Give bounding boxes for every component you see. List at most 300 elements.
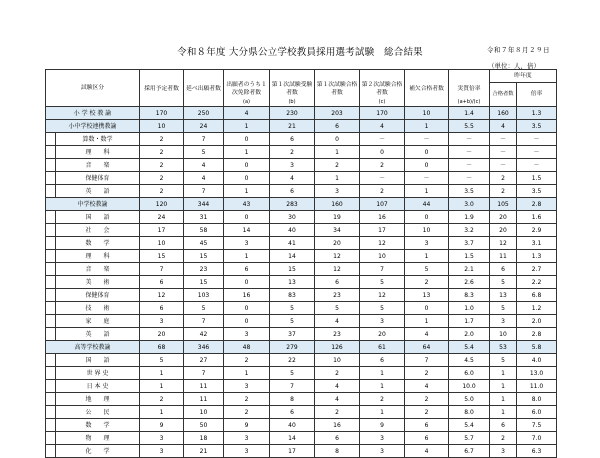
subject-row	[46, 172, 557, 185]
cell-first-pass: 4	[315, 393, 360, 406]
subject-row	[46, 250, 557, 263]
cell-planned: 7	[140, 263, 184, 276]
indent-cell	[46, 172, 56, 185]
cell-ratio: 6.0	[449, 367, 490, 380]
header-planned-label: 採用予定者数	[144, 86, 179, 92]
cell-ratio: －	[449, 159, 490, 172]
subject-name: 数 学	[56, 237, 140, 250]
cell-first-pass: 2	[315, 159, 360, 172]
cell-prev-pass: －	[490, 159, 517, 172]
subject-name: 理 科	[56, 146, 140, 159]
cell-first-takers: 30	[270, 211, 315, 224]
indent-cell	[46, 146, 56, 159]
indent-cell	[46, 393, 56, 406]
subject-name: 公 民	[56, 406, 140, 419]
cell-reserve: 4	[405, 380, 449, 393]
indent-cell	[46, 211, 56, 224]
cell-exempt: 48	[224, 341, 270, 354]
cell-second-pass: 0	[360, 146, 405, 159]
cell-first-pass: 12	[315, 263, 360, 276]
cell-prev-ratio: 2.8	[517, 198, 557, 211]
cell-prev-ratio: 1.3	[517, 107, 557, 120]
cell-reserve: －	[405, 133, 449, 146]
cell-applicants: 24	[184, 120, 224, 133]
cell-ratio: －	[449, 146, 490, 159]
cell-reserve: 2	[405, 393, 449, 406]
cell-applicants: 5	[184, 146, 224, 159]
cell-exempt: 3	[224, 432, 270, 445]
cell-applicants: 21	[184, 445, 224, 458]
cell-prev-pass: 6	[490, 419, 517, 432]
cell-applicants: 58	[184, 224, 224, 237]
cell-first-takers: 40	[270, 419, 315, 432]
subject-row	[46, 276, 557, 289]
subject-row	[46, 380, 557, 393]
cell-ratio: 1.0	[449, 302, 490, 315]
indent-cell	[46, 237, 56, 250]
cell-first-pass: 23	[315, 289, 360, 302]
cell-applicants: 10	[184, 406, 224, 419]
subject-name: 音 楽	[56, 263, 140, 276]
cell-prev-pass: 6	[490, 263, 517, 276]
subject-row	[46, 315, 557, 328]
cell-first-takers: 2	[270, 146, 315, 159]
cell-second-pass: 20	[360, 328, 405, 341]
cell-first-pass: 0	[315, 133, 360, 146]
category-name: 中学校教諭	[46, 198, 140, 211]
cell-prev-ratio: 6.0	[517, 406, 557, 419]
cell-applicants: 18	[184, 432, 224, 445]
header-applicants	[184, 70, 224, 107]
cell-ratio: 3.2	[449, 224, 490, 237]
cell-applicants: 23	[184, 263, 224, 276]
subject-name: 地 理	[56, 393, 140, 406]
subject-name: 家 庭	[56, 315, 140, 328]
cell-prev-ratio: 1.5	[517, 172, 557, 185]
cell-prev-pass: －	[490, 146, 517, 159]
cell-applicants: 11	[184, 393, 224, 406]
cell-second-pass: 17	[360, 224, 405, 237]
cell-first-takers: 14	[270, 250, 315, 263]
cell-exempt: 1	[224, 120, 270, 133]
cell-prev-ratio: 2.0	[517, 315, 557, 328]
cell-applicants: 42	[184, 328, 224, 341]
cell-planned: 3	[140, 315, 184, 328]
cell-exempt: 1	[224, 250, 270, 263]
cell-first-takers: 279	[270, 341, 315, 354]
cell-reserve: 0	[405, 159, 449, 172]
cell-prev-ratio: 1.3	[517, 250, 557, 263]
cell-first-pass: 10	[315, 354, 360, 367]
cell-applicants: 7	[184, 185, 224, 198]
cell-reserve: 2	[405, 367, 449, 380]
cell-prev-ratio: 8.0	[517, 393, 557, 406]
cell-exempt: 9	[224, 419, 270, 432]
cell-ratio: 3.5	[449, 185, 490, 198]
cell-planned: 24	[140, 211, 184, 224]
cell-planned: 2	[140, 393, 184, 406]
cell-reserve: 64	[405, 341, 449, 354]
subject-row	[46, 289, 557, 302]
cell-second-pass: 7	[360, 263, 405, 276]
cell-second-pass: 2	[360, 159, 405, 172]
cell-reserve: 4	[405, 445, 449, 458]
subject-row	[46, 419, 557, 432]
cell-first-pass: 160	[315, 198, 360, 211]
indent-cell	[46, 380, 56, 393]
cell-planned: 1	[140, 367, 184, 380]
cell-first-takers: 283	[270, 198, 315, 211]
subject-name: 理 科	[56, 250, 140, 263]
header-applicants-label: 延べ出願者数	[186, 86, 221, 92]
cell-reserve: 6	[405, 432, 449, 445]
cell-second-pass: 107	[360, 198, 405, 211]
cell-applicants: 7	[184, 367, 224, 380]
cell-planned: 17	[140, 224, 184, 237]
cell-reserve: 13	[405, 289, 449, 302]
cell-second-pass: 2	[360, 185, 405, 198]
category-row	[46, 341, 557, 354]
cell-planned: 3	[140, 432, 184, 445]
cell-first-takers: 13	[270, 276, 315, 289]
subject-name: 英 語	[56, 328, 140, 341]
cell-reserve: 10	[405, 224, 449, 237]
subject-name: 音 楽	[56, 159, 140, 172]
cell-exempt: 1	[224, 367, 270, 380]
cell-prev-pass: 20	[490, 224, 517, 237]
results-body	[46, 107, 557, 458]
cell-first-takers: 22	[270, 354, 315, 367]
cell-prev-ratio: 6.8	[517, 289, 557, 302]
cell-first-pass: 34	[315, 224, 360, 237]
cell-reserve: 10	[405, 107, 449, 120]
category-row	[46, 107, 557, 120]
cell-first-pass: 4	[315, 380, 360, 393]
cell-planned: 12	[140, 289, 184, 302]
cell-ratio: 5.4	[449, 341, 490, 354]
cell-prev-pass: －	[490, 133, 517, 146]
cell-reserve: 1	[405, 250, 449, 263]
cell-exempt: 3	[224, 380, 270, 393]
cell-prev-pass: 2	[490, 185, 517, 198]
cell-exempt: 3	[224, 237, 270, 250]
cell-ratio: 5.4	[449, 419, 490, 432]
cell-second-pass: 16	[360, 211, 405, 224]
subject-row	[46, 237, 557, 250]
cell-reserve: 0	[405, 146, 449, 159]
cell-first-pass: 3	[315, 185, 360, 198]
subject-row	[46, 328, 557, 341]
subject-row	[46, 393, 557, 406]
subject-name: 算数・数学	[56, 133, 140, 146]
cell-exempt: 14	[224, 224, 270, 237]
cell-first-pass: 203	[315, 107, 360, 120]
cell-prev-pass: 1	[490, 406, 517, 419]
indent-cell	[46, 289, 56, 302]
category-row	[46, 120, 557, 133]
cell-planned: 2	[140, 159, 184, 172]
cell-second-pass: 6	[360, 354, 405, 367]
cell-first-takers: 6	[270, 185, 315, 198]
cell-first-takers: 230	[270, 107, 315, 120]
cell-exempt: 1	[224, 185, 270, 198]
header-exempt-sub: (a)	[243, 99, 250, 105]
cell-ratio: 6.7	[449, 445, 490, 458]
cell-applicants: 7	[184, 133, 224, 146]
subject-row	[46, 185, 557, 198]
cell-ratio: 5.5	[449, 120, 490, 133]
cell-prev-ratio: 7.5	[517, 419, 557, 432]
cell-second-pass: 1	[360, 380, 405, 393]
header-second-pass	[360, 70, 405, 107]
cell-prev-ratio: 4.0	[517, 354, 557, 367]
cell-second-pass: 2	[360, 393, 405, 406]
cell-planned: 6	[140, 302, 184, 315]
cell-prev-pass: 11	[490, 250, 517, 263]
cell-first-pass: 8	[315, 445, 360, 458]
cell-reserve: －	[405, 172, 449, 185]
cell-second-pass: 4	[360, 120, 405, 133]
cell-applicants: 15	[184, 276, 224, 289]
cell-planned: 2	[140, 172, 184, 185]
indent-cell	[46, 263, 56, 276]
cell-prev-pass: 1	[490, 367, 517, 380]
indent-cell	[46, 302, 56, 315]
cell-second-pass: 170	[360, 107, 405, 120]
cell-second-pass: 1	[360, 406, 405, 419]
cell-second-pass: 3	[360, 315, 405, 328]
cell-prev-pass: 13	[490, 289, 517, 302]
subject-name: 国 語	[56, 354, 140, 367]
indent-cell	[46, 250, 56, 263]
subject-name: 国 語	[56, 211, 140, 224]
subject-name: 技 術	[56, 302, 140, 315]
cell-first-pass: 6	[315, 432, 360, 445]
indent-cell	[46, 328, 56, 341]
cell-ratio: 4.5	[449, 354, 490, 367]
cell-applicants: 344	[184, 198, 224, 211]
header-first-pass-label: 第１次試験合格者数	[316, 82, 358, 96]
header-reserve	[405, 70, 449, 107]
subject-row	[46, 263, 557, 276]
cell-prev-pass: 10	[490, 328, 517, 341]
cell-prev-pass: 4	[490, 120, 517, 133]
cell-exempt: 4	[224, 107, 270, 120]
cell-first-takers: 17	[270, 445, 315, 458]
header-category: 試験区分	[46, 70, 140, 107]
cell-prev-pass: 3	[490, 445, 517, 458]
cell-reserve: 1	[405, 315, 449, 328]
cell-prev-ratio: 5.8	[517, 341, 557, 354]
cell-first-pass: 6	[315, 120, 360, 133]
subject-name: 保健体育	[56, 172, 140, 185]
cell-exempt: 6	[224, 263, 270, 276]
cell-reserve: 1	[405, 120, 449, 133]
cell-exempt: 16	[224, 289, 270, 302]
cell-second-pass: 3	[360, 432, 405, 445]
subject-row	[46, 159, 557, 172]
cell-applicants: 4	[184, 159, 224, 172]
indent-cell	[46, 224, 56, 237]
cell-exempt: 0	[224, 159, 270, 172]
cell-first-pass: 126	[315, 341, 360, 354]
cell-second-pass: 1	[360, 367, 405, 380]
cell-exempt: 2	[224, 406, 270, 419]
cell-planned: 6	[140, 276, 184, 289]
cell-planned: 2	[140, 146, 184, 159]
header-second-pass-label: 第２次試験合格者数	[361, 82, 403, 96]
subject-row	[46, 211, 557, 224]
cell-planned: 20	[140, 328, 184, 341]
subject-row	[46, 354, 557, 367]
subject-name: 数 学	[56, 419, 140, 432]
subject-row	[46, 133, 557, 146]
cell-first-takers: 6	[270, 406, 315, 419]
cell-first-pass: 12	[315, 250, 360, 263]
category-name: 小中学校連携教諭	[46, 120, 140, 133]
unit-note: （単位：人，倍）	[488, 62, 540, 70]
header-ratio-sub: (a+b)/(c)	[457, 99, 481, 105]
cell-prev-ratio: 1.2	[517, 302, 557, 315]
cell-ratio: －	[449, 133, 490, 146]
cell-prev-pass: 2	[490, 172, 517, 185]
cell-first-takers: 3	[270, 159, 315, 172]
subject-row	[46, 445, 557, 458]
cell-prev-ratio: 3.5	[517, 185, 557, 198]
cell-exempt: 0	[224, 302, 270, 315]
cell-first-takers: 14	[270, 432, 315, 445]
cell-first-pass: 2	[315, 406, 360, 419]
indent-cell	[46, 432, 56, 445]
cell-reserve: 4	[405, 328, 449, 341]
cell-reserve: 2	[405, 276, 449, 289]
cell-first-takers: 4	[270, 172, 315, 185]
cell-applicants: 346	[184, 341, 224, 354]
cell-exempt: 1	[224, 146, 270, 159]
cell-first-pass: 4	[315, 315, 360, 328]
cell-applicants: 11	[184, 380, 224, 393]
cell-reserve: 3	[405, 237, 449, 250]
header-prev-year: 昨年度	[490, 70, 557, 83]
header-exempt	[224, 70, 270, 107]
cell-second-pass: 61	[360, 341, 405, 354]
cell-applicants: 103	[184, 289, 224, 302]
cell-planned: 120	[140, 198, 184, 211]
cell-second-pass: －	[360, 133, 405, 146]
cell-exempt: 0	[224, 133, 270, 146]
cell-ratio: 3.7	[449, 237, 490, 250]
indent-cell	[46, 276, 56, 289]
header-prev-ratio: 倍率	[517, 83, 557, 107]
cell-prev-ratio: 1.6	[517, 211, 557, 224]
cell-exempt: 0	[224, 211, 270, 224]
cell-reserve: 44	[405, 198, 449, 211]
cell-prev-pass: 53	[490, 341, 517, 354]
cell-planned: 68	[140, 341, 184, 354]
cell-planned: 5	[140, 354, 184, 367]
cell-applicants: 250	[184, 107, 224, 120]
report-date: 令和７年８月２９日	[487, 46, 550, 54]
header-second-pass-sub: (c)	[378, 99, 386, 105]
subject-row	[46, 406, 557, 419]
cell-reserve: 1	[405, 185, 449, 198]
cell-prev-ratio: 2.8	[517, 328, 557, 341]
cell-first-takers: 8	[270, 393, 315, 406]
header-first-takers-sub: (b)	[288, 99, 296, 105]
cell-ratio: 1.9	[449, 211, 490, 224]
subject-name: 美 術	[56, 276, 140, 289]
cell-ratio: 2.6	[449, 276, 490, 289]
category-row	[46, 198, 557, 211]
cell-ratio: 5.7	[449, 432, 490, 445]
cell-applicants: 31	[184, 211, 224, 224]
cell-planned: 1	[140, 380, 184, 393]
cell-prev-ratio: －	[517, 133, 557, 146]
cell-first-pass: 1	[315, 172, 360, 185]
cell-prev-pass: 3	[490, 315, 517, 328]
cell-second-pass: 5	[360, 276, 405, 289]
cell-ratio: 3.0	[449, 198, 490, 211]
header-first-takers	[270, 70, 315, 107]
cell-exempt: 3	[224, 328, 270, 341]
cell-exempt: 2	[224, 393, 270, 406]
cell-reserve: 7	[405, 354, 449, 367]
cell-exempt: 0	[224, 172, 270, 185]
cell-first-takers: 5	[270, 302, 315, 315]
cell-reserve: 5	[405, 263, 449, 276]
cell-planned: 1	[140, 406, 184, 419]
subject-row	[46, 432, 557, 445]
cell-planned: 3	[140, 445, 184, 458]
cell-planned: 10	[140, 237, 184, 250]
cell-prev-ratio: 11.0	[517, 380, 557, 393]
subject-name: 化 学	[56, 445, 140, 458]
cell-planned: 2	[140, 185, 184, 198]
cell-first-pass: 20	[315, 237, 360, 250]
cell-prev-pass: 160	[490, 107, 517, 120]
cell-planned: 10	[140, 120, 184, 133]
indent-cell	[46, 315, 56, 328]
cell-prev-ratio: 3.1	[517, 237, 557, 250]
cell-prev-ratio: －	[517, 159, 557, 172]
category-name: 高等学校教諭	[46, 341, 140, 354]
cell-applicants: 4	[184, 172, 224, 185]
cell-prev-ratio: 2.9	[517, 224, 557, 237]
cell-prev-pass: 2	[490, 432, 517, 445]
cell-first-pass: 2	[315, 367, 360, 380]
category-name: 小 学 校 教 諭	[46, 107, 140, 120]
cell-ratio: 10.0	[449, 380, 490, 393]
header-planned	[140, 70, 184, 107]
cell-planned: 170	[140, 107, 184, 120]
cell-second-pass: 10	[360, 250, 405, 263]
cell-ratio: 5.0	[449, 393, 490, 406]
cell-planned: 15	[140, 250, 184, 263]
cell-prev-pass: 20	[490, 211, 517, 224]
cell-prev-ratio: 2.2	[517, 276, 557, 289]
indent-cell	[46, 445, 56, 458]
indent-cell	[46, 406, 56, 419]
cell-ratio: 8.3	[449, 289, 490, 302]
cell-prev-ratio: 3.5	[517, 120, 557, 133]
indent-cell	[46, 419, 56, 432]
subject-name: 社 会	[56, 224, 140, 237]
cell-first-takers: 5	[270, 367, 315, 380]
cell-ratio: 2.1	[449, 263, 490, 276]
indent-cell	[46, 185, 56, 198]
cell-ratio: 1.7	[449, 315, 490, 328]
page-title: 令和８年度 大分県公立学校教員採用選考試験 総合結果	[177, 47, 423, 58]
